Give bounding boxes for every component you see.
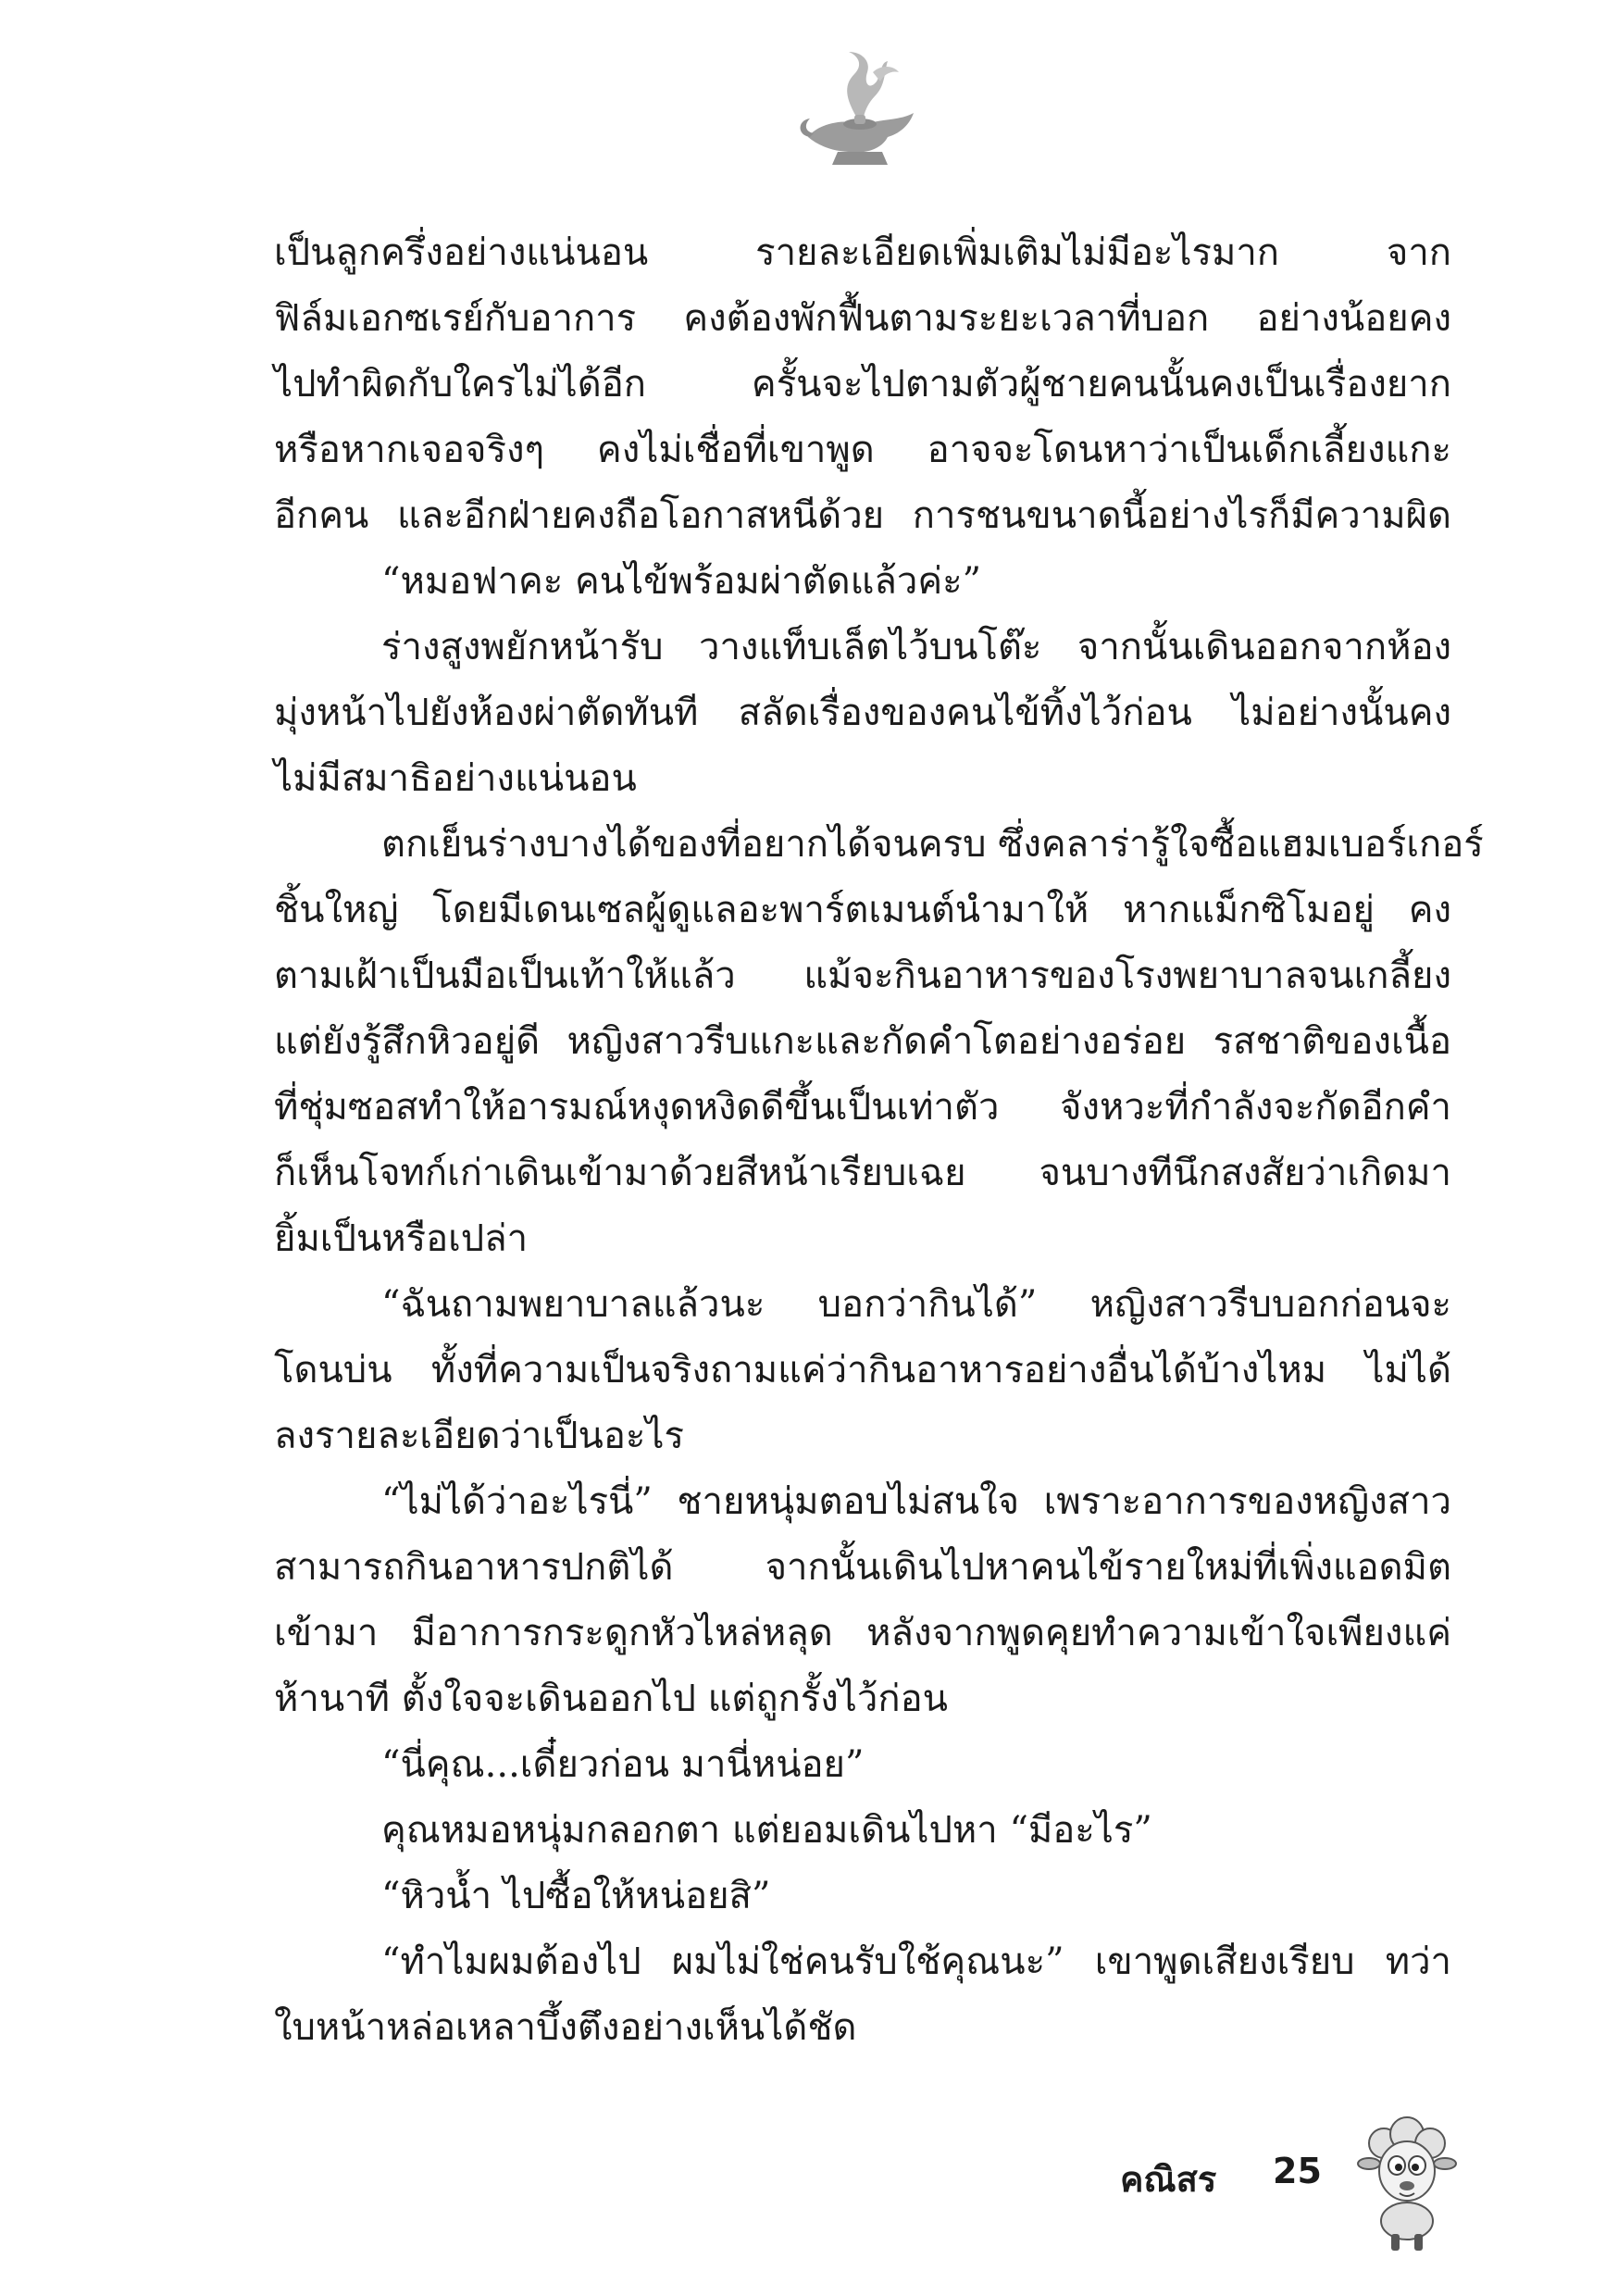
- text-line: “หมอฟาคะ คนไข้พร้อมผ่าตัดแล้วค่ะ”: [381, 560, 982, 603]
- text-line: ร่างสูงพยักหน้ารับ วางแท็บเล็ตไว้บนโต๊ะ จากนั้นเดินออกจากห้อง: [381, 626, 1451, 668]
- genie-lamp-icon: [791, 44, 930, 174]
- text-line: “ไม่ได้ว่าอะไรนี่” ชายหนุ่มตอบไม่สนใจ เพราะอาการของหญิงสาว: [381, 1480, 1451, 1523]
- text-line: ห้านาที ตั้งใจจะเดินออกไป แต่ถูกรั้งไว้ก่อน: [274, 1678, 948, 1720]
- page-footer: [1120, 2115, 1490, 2254]
- text-line: เข้ามา มีอาการกระดูกหัวไหล่หลุด หลังจากพูดคุยทำความเข้าใจเพียงแค่: [274, 1612, 1451, 1654]
- text-line: แต่ยังรู้สึกหิวอยู่ดี หญิงสาวรีบแกะและกัดคำโตอย่างอร่อย รสชาติของเนื้อ: [274, 1020, 1451, 1063]
- text-line: อีกคน และอีกฝ่ายคงถือโอกาสหนีด้วย การชนขนาดนี้อย่างไรก็มีความผิด: [274, 494, 1451, 537]
- text-line: ที่ชุ่มซอสทำให้อารมณ์หงุดหงิดดีขึ้นเป็นเท่าตัว จังหวะที่กำลังจะกัดอีกคำ: [274, 1086, 1451, 1129]
- text-line: ชิ้นใหญ่ โดยมีเดนเซลผู้ดูแลอะพาร์ตเมนต์นำมาให้ หากแม็กซิโมอยู่ คง: [274, 889, 1451, 931]
- text-line: เป็นลูกครึ่งอย่างแน่นอน รายละเอียดเพิ่มเติมไม่มีอะไรมาก จาก: [274, 231, 1451, 274]
- text-line: “หิวน้ำ ไปซื้อให้หน่อยสิ”: [381, 1875, 771, 1917]
- author-name: คณิสร: [1120, 2159, 1217, 2200]
- sheep-icon: [1356, 2115, 1458, 2254]
- text-line: โดนบ่น ทั้งที่ความเป็นจริงถามแค่ว่ากินอาหารอย่างอื่นได้บ้างไหม ไม่ได้: [274, 1349, 1451, 1391]
- text-line: “ทำไมผมต้องไป ผมไม่ใช่คนรับใช้คุณนะ” เขาพูดเสียงเรียบ ทว่า: [381, 1940, 1451, 1983]
- text-line: ไปทำผิดกับใครไม่ได้อีก ครั้นจะไปตามตัวผู้ชายคนนั้นคงเป็นเรื่องยาก: [274, 363, 1451, 406]
- text-line: ใบหน้าหล่อเหลาบึ้งตึงอย่างเห็นได้ชัด: [274, 2006, 857, 2049]
- text-line: หรือหากเจอจริงๆ คงไม่เชื่อที่เขาพูด อาจจะโดนหาว่าเป็นเด็กเลี้ยงแกะ: [274, 429, 1451, 471]
- text-line: มุ่งหน้าไปยังห้องผ่าตัดทันที สลัดเรื่องของคนไข้ทิ้งไว้ก่อน ไม่อย่างนั้นคง: [274, 692, 1451, 734]
- text-line: ก็เห็นโจทก์เก่าเดินเข้ามาด้วยสีหน้าเรียบเฉย จนบางทีนึกสงสัยว่าเกิดมา: [274, 1152, 1451, 1194]
- text-line: “ฉันถามพยาบาลแล้วนะ บอกว่ากินได้” หญิงสาวรีบบอกก่อนจะ: [381, 1283, 1451, 1326]
- text-line: ไม่มีสมาธิอย่างแน่นอน: [274, 757, 637, 800]
- text-line: ฟิล์มเอกซเรย์กับอาการ คงต้องพักฟื้นตามระยะเวลาที่บอก อย่างน้อยคง: [274, 297, 1451, 340]
- text-line: คุณหมอหนุ่มกลอกตา แต่ยอมเดินไปหา “มีอะไร”: [381, 1809, 1152, 1852]
- text-line: “นี่คุณ...เดี๋ยวก่อน มานี่หน่อย”: [381, 1743, 865, 1786]
- text-line: ยิ้มเป็นหรือเปล่า: [274, 1217, 529, 1260]
- body-text: [274, 220, 1484, 2061]
- text-line: ตกเย็นร่างบางได้ของที่อยากได้จนครบ ซึ่งคลาร่ารู้ใจซื้อแฮมเบอร์เกอร์: [381, 823, 1484, 866]
- text-line: ตามเฝ้าเป็นมือเป็นเท้าให้แล้ว แม้จะกินอาหารของโรงพยาบาลจนเกลี้ยง: [274, 955, 1451, 997]
- text-line: สามารถกินอาหารปกติได้ จากนั้นเดินไปหาคนไข้รายใหม่ที่เพิ่งแอดมิต: [274, 1546, 1451, 1589]
- text-line: ลงรายละเอียดว่าเป็นอะไร: [274, 1415, 684, 1457]
- page-number: 25: [1273, 2151, 1322, 2191]
